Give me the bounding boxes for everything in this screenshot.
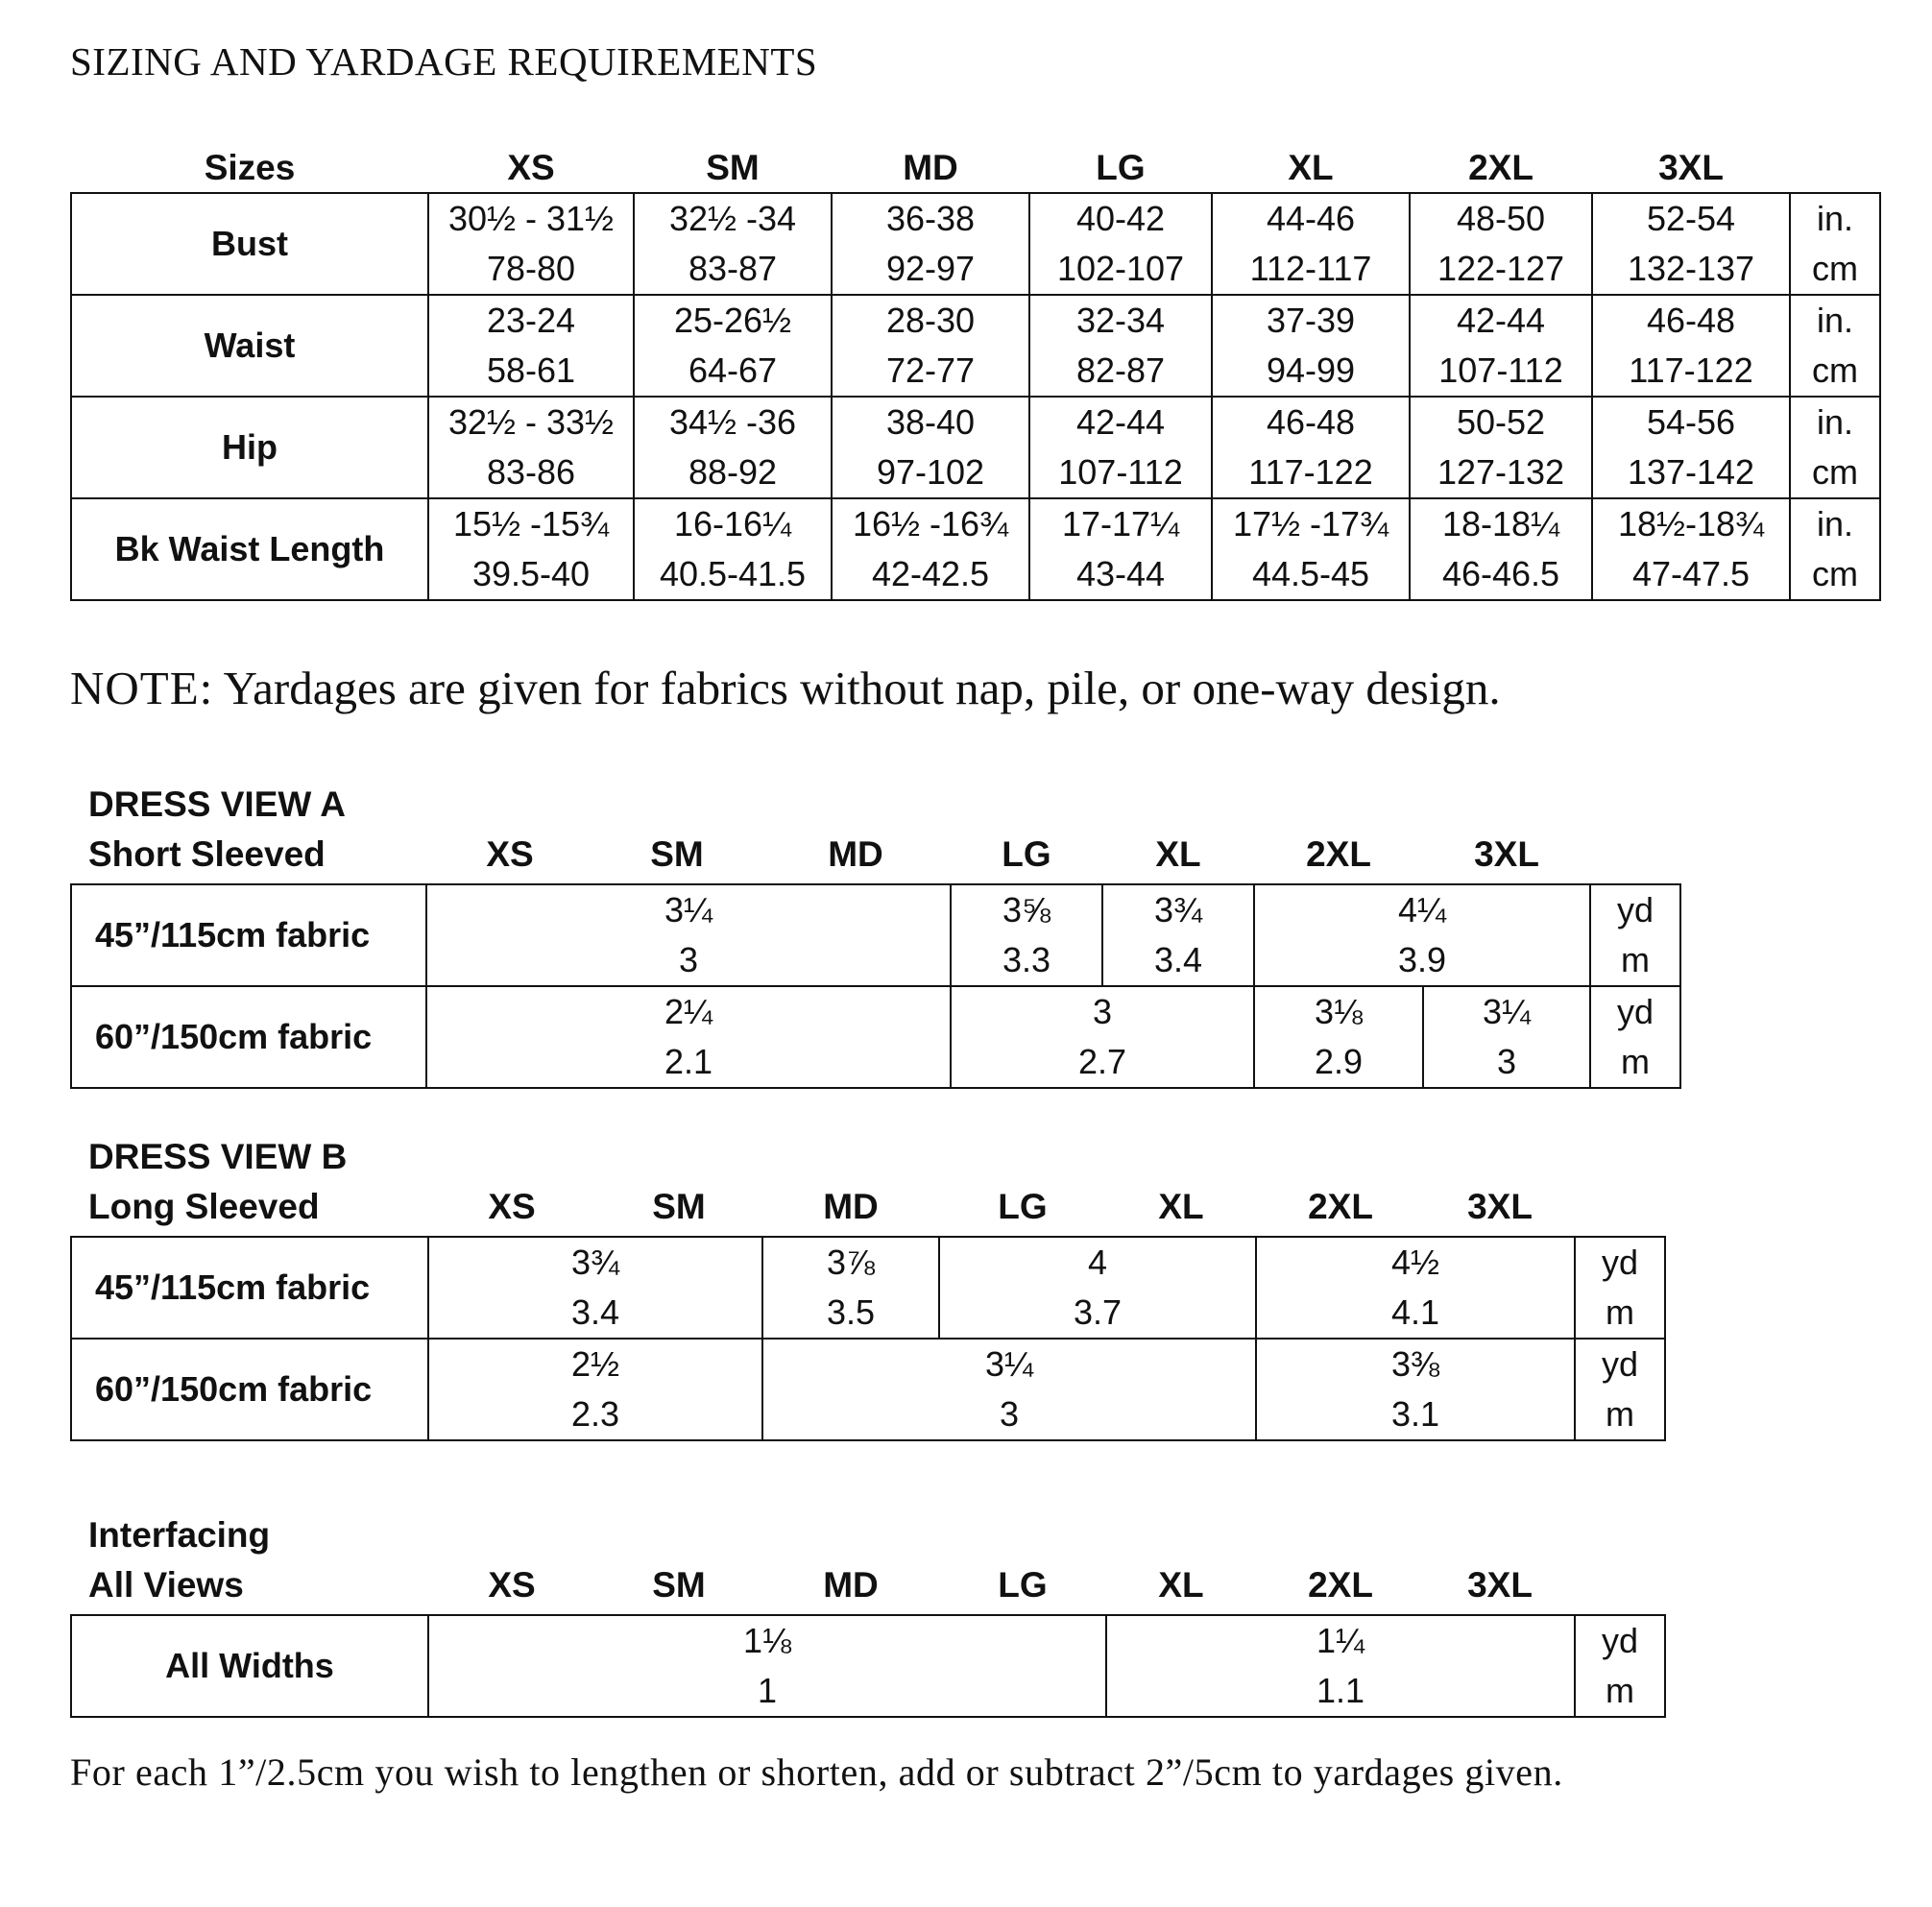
page-title: SIZING AND YARDAGE REQUIREMENTS (70, 39, 818, 84)
yardage-table-interfacing (70, 1510, 1666, 1718)
size-header-2xl: 2XL (1308, 1565, 1373, 1605)
row-label-60-fabric: 60”/150cm fabric (71, 986, 426, 1088)
table-cell: 16-16¼ 40.5-41.5 (634, 498, 832, 600)
sizes-header-label: Sizes (204, 148, 296, 187)
unit-cell: yd m (1590, 884, 1680, 986)
table-row (71, 193, 1880, 295)
table-cell: 46-48 117-122 (1592, 295, 1790, 397)
note-text: Yardages are given for fabrics without nap, pile, or one-way design. (213, 662, 1501, 714)
view-b-header-row (71, 1132, 1665, 1232)
table-cell: 32½ -34 83-87 (634, 193, 832, 295)
unit-cell: yd m (1575, 1237, 1665, 1339)
table-row (71, 498, 1880, 600)
note-key: NOTE: (70, 662, 214, 714)
unit-cell: in. cm (1790, 295, 1880, 397)
table-row (71, 986, 1680, 1088)
table-cell: 3⅝ 3.3 (951, 884, 1102, 986)
table-cell: 18-18¼ 46-46.5 (1410, 498, 1592, 600)
table-row (71, 397, 1880, 498)
table-cell: 54-56 137-142 (1592, 397, 1790, 498)
table-cell: 4¼ 3.9 (1254, 884, 1590, 986)
table-cell: 2½ 2.3 (428, 1339, 762, 1440)
size-header-xl: XL (1155, 834, 1201, 874)
row-label-45-fabric: 45”/115cm fabric (71, 884, 426, 986)
unit-cell: yd m (1575, 1615, 1665, 1717)
table-cell: 46-48 117-122 (1212, 397, 1410, 498)
table-cell: 38-40 97-102 (832, 397, 1029, 498)
size-header-3xl: 3XL (1474, 834, 1539, 874)
table-cell: 42-44 107-112 (1029, 397, 1212, 498)
size-header-xs: XS (488, 1565, 536, 1605)
size-header-md: MD (828, 834, 883, 874)
note (70, 661, 1501, 715)
unit-cell: yd m (1575, 1339, 1665, 1440)
table-row (71, 295, 1880, 397)
table-cell: 44-46 112-117 (1212, 193, 1410, 295)
table-cell: 34½ -36 88-92 (634, 397, 832, 498)
table-cell: 17-17¼ 43-44 (1029, 498, 1212, 600)
size-header-xs: XS (488, 1187, 536, 1226)
table-row (71, 884, 1680, 986)
size-header-sm: SM (652, 1187, 706, 1226)
size-header-md: MD (823, 1565, 879, 1605)
size-header-md: MD (903, 148, 958, 187)
size-header-sm: SM (706, 148, 760, 187)
table-cell: 4 3.7 (939, 1237, 1256, 1339)
sizing-header-row (71, 144, 1880, 193)
row-label-45-fabric: 45”/115cm fabric (71, 1237, 428, 1339)
table-cell: 32-34 82-87 (1029, 295, 1212, 397)
table-cell: 3¾ 3.4 (428, 1237, 762, 1339)
table-cell: 50-52 127-132 (1410, 397, 1592, 498)
size-header-3xl: 3XL (1658, 148, 1724, 187)
size-header-xl: XL (1288, 148, 1334, 187)
yardage-table-view-a (70, 780, 1681, 1089)
table-cell: 3⅞ 3.5 (762, 1237, 939, 1339)
table-cell: 3¼ 3 (1423, 986, 1590, 1088)
size-header-2xl: 2XL (1306, 834, 1371, 874)
unit-cell: in. cm (1790, 193, 1880, 295)
size-header-sm: SM (652, 1565, 706, 1605)
table-cell: 1¼ 1.1 (1106, 1615, 1575, 1717)
sizing-table (70, 144, 1881, 601)
table-cell: 15½ -15¾ 39.5-40 (428, 498, 634, 600)
table-cell: 3¾ 3.4 (1102, 884, 1254, 986)
table-cell: 48-50 122-127 (1410, 193, 1592, 295)
size-header-2xl: 2XL (1468, 148, 1534, 187)
table-cell: 42-44 107-112 (1410, 295, 1592, 397)
size-header-lg: LG (1002, 834, 1051, 874)
table-cell: 37-39 94-99 (1212, 295, 1410, 397)
table-cell: 30½ - 31½ 78-80 (428, 193, 634, 295)
table-cell: 32½ - 33½ 83-86 (428, 397, 634, 498)
size-header-lg: LG (998, 1187, 1048, 1226)
yardage-table-view-b (70, 1132, 1666, 1441)
table-cell: 40-42 102-107 (1029, 193, 1212, 295)
table-row (71, 1615, 1665, 1717)
unit-cell: in. cm (1790, 498, 1880, 600)
unit-cell: in. cm (1790, 397, 1880, 498)
size-header-xl: XL (1158, 1187, 1204, 1226)
row-label-bk-waist-length: Bk Waist Length (71, 498, 428, 600)
row-label-bust: Bust (71, 193, 428, 295)
size-header-3xl: 3XL (1467, 1565, 1533, 1605)
table-cell: 36-38 92-97 (832, 193, 1029, 295)
size-header-sm: SM (650, 834, 704, 874)
interfacing-heading: Interfacing All Views (88, 1515, 271, 1605)
table-cell: 4½ 4.1 (1256, 1237, 1575, 1339)
table-cell: 25-26½ 64-67 (634, 295, 832, 397)
unit-cell: yd m (1590, 986, 1680, 1088)
size-header-xl: XL (1158, 1565, 1204, 1605)
table-cell: 2¼ 2.1 (426, 986, 951, 1088)
size-header-lg: LG (1096, 148, 1146, 187)
size-header-md: MD (823, 1187, 879, 1226)
row-label-hip: Hip (71, 397, 428, 498)
table-cell: 16½ -16¾ 42-42.5 (832, 498, 1029, 600)
table-cell: 1⅛ 1 (428, 1615, 1106, 1717)
view-a-heading: DRESS VIEW A Short Sleeved (88, 785, 346, 874)
size-header-xs: XS (507, 148, 555, 187)
table-cell: 28-30 72-77 (832, 295, 1029, 397)
table-cell: 3⅛ 2.9 (1254, 986, 1423, 1088)
table-cell: 3⅜ 3.1 (1256, 1339, 1575, 1440)
footnote: For each 1”/2.5cm you wish to lengthen or shorten, add or subtract 2”/5cm to yardages given. (70, 1750, 1563, 1794)
table-row (71, 1339, 1665, 1440)
row-label-all-widths: All Widths (71, 1615, 428, 1717)
size-header-2xl: 2XL (1308, 1187, 1373, 1226)
view-b-heading: DRESS VIEW B Long Sleeved (88, 1137, 348, 1226)
size-header-xs: XS (486, 834, 534, 874)
table-cell: 23-24 58-61 (428, 295, 634, 397)
table-cell: 17½ -17¾ 44.5-45 (1212, 498, 1410, 600)
table-cell: 3¼ 3 (426, 884, 951, 986)
row-label-waist: Waist (71, 295, 428, 397)
table-row (71, 1237, 1665, 1339)
interfacing-header-row (71, 1510, 1665, 1610)
size-header-lg: LG (998, 1565, 1048, 1605)
size-header-3xl: 3XL (1467, 1187, 1533, 1226)
table-cell: 3¼ 3 (762, 1339, 1256, 1440)
table-cell: 18½-18¾ 47-47.5 (1592, 498, 1790, 600)
table-cell: 3 2.7 (951, 986, 1254, 1088)
view-a-header-row (71, 780, 1680, 880)
row-label-60-fabric: 60”/150cm fabric (71, 1339, 428, 1440)
table-cell: 52-54 132-137 (1592, 193, 1790, 295)
